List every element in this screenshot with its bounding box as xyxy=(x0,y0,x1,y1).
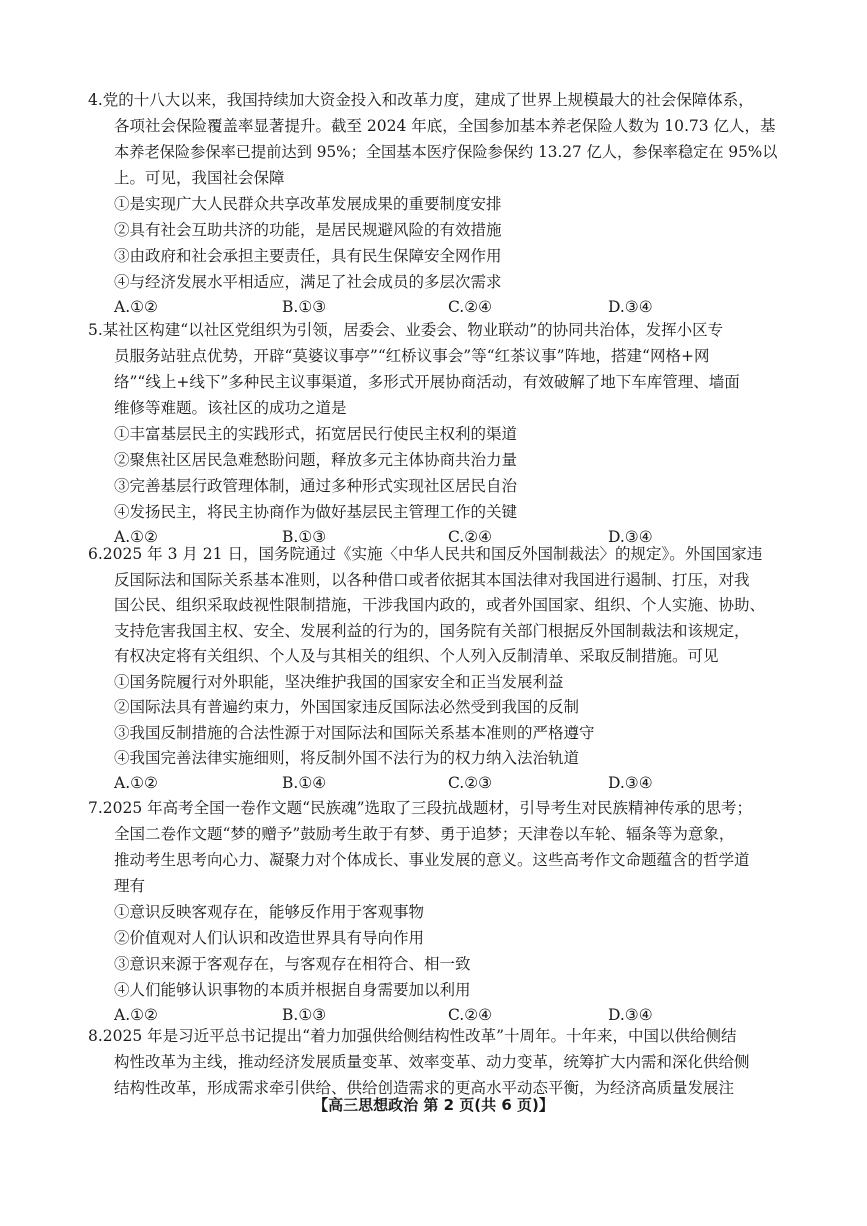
question-stem-line: 支持危害我国主权、安全、发展利益的行为的，国务院有关部门根据反外国制裁法和该规定， xyxy=(114,622,750,640)
statement-option: ④与经济发展水平相适应，满足了社会成员的多层次需求 xyxy=(114,273,502,291)
answer-choice-b: B.①③ xyxy=(282,1006,327,1024)
question-stem-line: 员服务站驻点优势，开辟“莫婆议事亭”“红桥议事会”等“红茶议事”阵地，搭建“网格+网 xyxy=(114,347,710,365)
answer-choices xyxy=(114,774,794,794)
statement-option: ④我国完善法律实施细则，将反制外国不法行为的权力纳入法治轨道 xyxy=(114,749,580,767)
answer-choice-b: B.①③ xyxy=(282,528,327,546)
question-stem-line: 7.2025 年高考全国一卷作文题“民族魂”选取了三段抗战题材，引导考生对民族精神传承的思考； xyxy=(88,799,753,817)
statement-option: ②国际法具有普遍约束力，外国国家违反国际法必然受到我国的反制 xyxy=(114,698,580,716)
question-stem-line: 5.某社区构建“以社区党组织为引领，居委会、业委会、物业联动”的协同共治体，发挥小区专 xyxy=(88,321,724,339)
answer-choice-c: C.②③ xyxy=(448,774,493,792)
statement-option: ①国务院履行对外职能，坚决维护我国的国家安全和正当发展利益 xyxy=(114,673,564,691)
question-stem-line: 上。可见，我国社会保障 xyxy=(114,169,285,187)
question-stem-line: 全国二卷作文题“梦的赠予”鼓励考生敢于有梦、勇于追梦；天津卷以车轮、辐条等为意象， xyxy=(114,825,735,843)
answer-choice-d: D.③④ xyxy=(608,298,653,316)
question-stem-line: 8.2025 年是习近平总书记提出“着力加强供给侧结构性改革”十周年。十年来，中国以供给侧结 xyxy=(88,1027,737,1045)
statement-option: ④人们能够认识事物的本质并根据自身需要加以利用 xyxy=(114,981,471,999)
answer-choice-b: B.①③ xyxy=(282,298,327,316)
statement-option: ④发扬民主，将民主协商作为做好基层民主管理工作的关键 xyxy=(114,503,518,521)
answer-choice-c: C.②④ xyxy=(448,1006,493,1024)
answer-choice-d: D.③④ xyxy=(608,774,653,792)
statement-option: ③意识来源于客观存在，与客观存在相符合、相一致 xyxy=(114,955,471,973)
page-footer: 【高三思想政治 第 2 页(共 6 页)】 xyxy=(313,1096,554,1114)
question-stem-line: 结构性改革，形成需求牵引供给、供给创造需求的更高水平动态平衡，为经济高质量发展注 xyxy=(114,1079,735,1097)
question-stem-line: 络”“线上+线下”多种民主议事渠道，多形式开展协商活动，有效破解了地下车库管理、墙面 xyxy=(114,373,740,391)
answer-choices xyxy=(114,1006,794,1026)
answer-choice-a: A.①② xyxy=(114,528,158,546)
statement-option: ①意识反映客观存在，能够反作用于客观事物 xyxy=(114,903,425,921)
answer-choice-b: B.①④ xyxy=(282,774,327,792)
statement-option: ③由政府和社会承担主要责任，具有民生保障安全网作用 xyxy=(114,247,502,265)
answer-choice-a: A.①② xyxy=(114,298,158,316)
statement-option: ①丰富基层民主的实践形式，拓宽居民行使民主权利的渠道 xyxy=(114,425,518,443)
question-stem-line: 维修等难题。该社区的成功之道是 xyxy=(114,399,347,417)
statement-option: ②具有社会互助共济的功能，是居民规避风险的有效措施 xyxy=(114,221,502,239)
question-stem-line: 4.党的十八大以来，我国持续加大资金投入和改革力度，建成了世界上规模最大的社会保障体系， xyxy=(88,91,754,109)
answer-choice-d: D.③④ xyxy=(608,1006,653,1024)
question-stem-line: 6.2025 年 3 月 21 日，国务院通过《实施〈中华人民共和国反外国制裁法〉的规定》。外国国家违 xyxy=(88,545,763,563)
question-stem-line: 国公民、组织采取歧视性限制措施，干涉我国内政的，或者外国国家、组织、个人实施、协助、 xyxy=(114,596,766,614)
answer-choices xyxy=(114,298,794,318)
question-stem-line: 各项社会保险覆盖率显著提升。截至 2024 年底，全国参加基本养老保险人数为 10.73 亿人，基 xyxy=(114,117,776,135)
statement-option: ②价值观对人们认识和改造世界具有导向作用 xyxy=(114,929,425,947)
statement-option: ③完善基层行政管理体制，通过多种形式实现社区居民自治 xyxy=(114,477,518,495)
question-stem-line: 本养老保险参保率已提前达到 95%；全国基本医疗保险参保约 13.27 亿人，参保率稳定在 95%以 xyxy=(114,143,778,161)
statement-option: ③我国反制措施的合法性源于对国际法和国际关系基本准则的严格遵守 xyxy=(114,724,595,742)
question-stem-line: 有权决定将有关组织、个人及与其相关的组织、个人列入反制清单、采取反制措施。可见 xyxy=(114,647,719,665)
question-stem-line: 构性改革为主线，推动经济发展质量变革、效率变革、动力变革，统筹扩大内需和深化供给侧 xyxy=(114,1053,750,1071)
answer-choice-a: A.①② xyxy=(114,774,158,792)
statement-option: ②聚焦社区居民急难愁盼问题，释放多元主体协商共治力量 xyxy=(114,451,518,469)
statement-option: ①是实现广大人民群众共享改革发展成果的重要制度安排 xyxy=(114,195,502,213)
answer-choice-a: A.①② xyxy=(114,1006,158,1024)
question-stem-line: 理有 xyxy=(114,877,146,895)
answer-choice-d: D.③④ xyxy=(608,528,653,546)
answer-choice-c: C.②④ xyxy=(448,298,493,316)
question-stem-line: 反国际法和国际关系基本准则，以各种借口或者依据其本国法律对我国进行遏制、打压，对我 xyxy=(114,571,750,589)
answer-choice-c: C.②④ xyxy=(448,528,493,546)
question-stem-line: 推动考生思考向心力、凝聚力对个体成长、事业发展的意义。这些高考作文命题蕴含的哲学道 xyxy=(114,851,750,869)
